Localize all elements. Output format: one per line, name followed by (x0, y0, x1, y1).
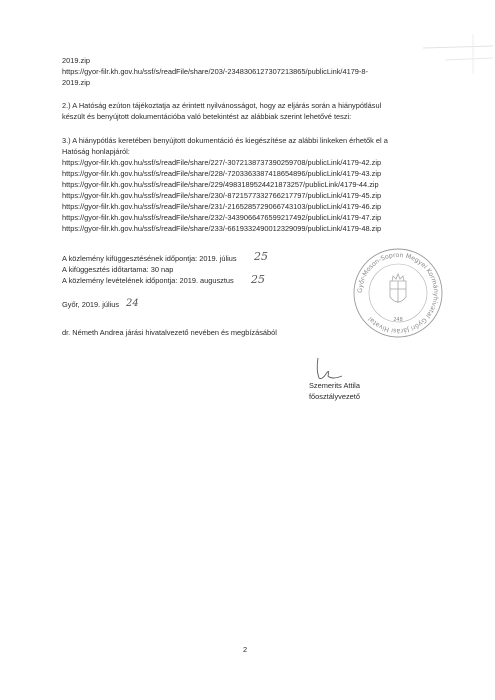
link-48[interactable]: https://gyor-filr.kh.gov.hu/ssf/s/readFile/share/233/-6619332490012329099/publicLink/4179-48.zip (62, 224, 382, 233)
signer-name: Szemerits Attila (309, 381, 360, 390)
point-3-line-2: Hatóság honlapjáról: (62, 147, 130, 156)
page-number: 2 (243, 645, 248, 654)
duration-text: A kifüggesztés időtartama: 30 nap (62, 265, 174, 274)
top-line-1: 2019.zip (62, 56, 90, 65)
link-46[interactable]: https://gyor-filr.kh.gov.hu/ssf/s/readFile/share/231/-2165285729066743103/publicLink/4179-46.zip (62, 202, 382, 211)
link-44[interactable]: https://gyor-filr.kh.gov.hu/ssf/s/readFile/share/229/4983189524421873257/publicLink/4179-44.zip (62, 180, 379, 189)
link-43[interactable]: https://gyor-filr.kh.gov.hu/ssf/s/readFile/share/228/-7203363387418654896/publicLink/4179-43.zip (62, 169, 382, 178)
handwritten-signature (312, 356, 352, 382)
point-2-line-2: készült és benyújtott dokumentációba való betekintést az alábbiak szerint lehetővé teszi: (62, 112, 352, 121)
posted-date-label: A közlemény kifüggesztésének időpontja: 2019. július (62, 254, 237, 263)
stamp-ring-text: Győr-Moson-Sopron Megyei Kormányhivatal Győri Járási Hivatal (356, 251, 440, 335)
top-line-3: 2019.zip (62, 78, 90, 87)
signer-title: főosztályvezető (309, 392, 360, 401)
coat-of-arms-icon (390, 274, 406, 303)
point-3-line-1: 3.) A hiánypótlás keretében benyújtott dokumentáció és kiegészítése az alábbi linkeken érhetők el a (62, 136, 388, 145)
removed-day-handwritten: 25 (251, 273, 265, 286)
stamp-number: 248 (393, 317, 403, 323)
corner-scan-artifact (415, 28, 495, 78)
point-2-line-1: 2.) A Hatóság ezúton tájékoztatja az érintett nyilvánosságot, hogy az eljárás során a hiánypótlásul (62, 101, 382, 110)
place-date-label: Győr, 2019. július (62, 300, 120, 309)
signoff-text: dr. Németh Andrea járási hivatalvezető nevében és megbízásából (62, 328, 277, 337)
removed-date-label: A közlemény levételének időpontja: 2019. augusztus (62, 276, 234, 285)
link-42[interactable]: https://gyor-filr.kh.gov.hu/ssf/s/readFile/share/227/-3072138737390259708/publicLink/4179-42.zip (62, 158, 382, 167)
official-round-stamp (352, 247, 444, 339)
top-link: https://gyor-filr.kh.gov.hu/ssf/s/readFile/share/203/-2348306127307213865/publicLink/4179-8- (62, 67, 368, 76)
link-45[interactable]: https://gyor-filr.kh.gov.hu/ssf/s/readFile/share/230/-8721577332766217797/publicLink/4179-45.zip (62, 191, 382, 200)
link-47[interactable]: https://gyor-filr.kh.gov.hu/ssf/s/readFile/share/232/-3439066476599217492/publicLink/4179-47.zip (62, 213, 382, 222)
posted-day-handwritten: 25 (254, 250, 268, 263)
place-day-handwritten: 24 (126, 298, 139, 309)
